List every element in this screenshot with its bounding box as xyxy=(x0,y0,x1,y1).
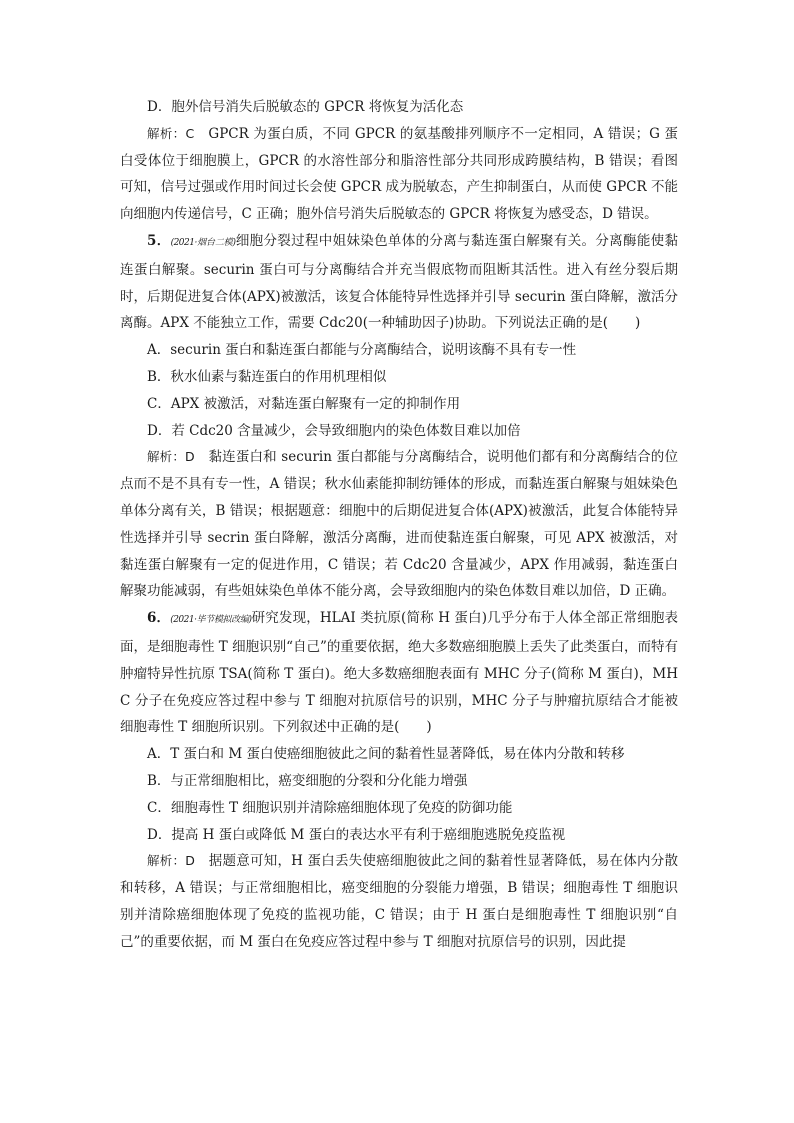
q5-source: (2021·烟台二模) xyxy=(170,237,236,248)
q6-option-d: D．提高 H 蛋白或降低 M 蛋白的表达水平有利于癌细胞逃脱免疫监视 xyxy=(147,826,566,843)
q5-option-c: C．APX 被激活，对黏连蛋白解聚有一定的抑制作用 xyxy=(147,395,461,412)
q5-analysis-label: 解析：D xyxy=(147,449,195,465)
q4-analysis-label: 解析：C xyxy=(147,125,195,141)
q4-analysis xyxy=(120,121,678,228)
q6-option-c: C．细胞毒性 T 细胞识别并清除癌细胞体现了免疫的防御功能 xyxy=(147,799,513,816)
document-body xyxy=(120,94,678,956)
q5-analysis xyxy=(120,444,678,605)
q4-option-d: D．胞外信号消失后脱敏态的 GPCR 将恢复为活化态 xyxy=(147,99,464,115)
q5-option-b: B．秋水仙素与黏连蛋白的作用机理相似 xyxy=(147,368,387,385)
q6-number: 6． xyxy=(147,610,171,627)
q6-option-a: A．T 蛋白和 M 蛋白使癌细胞彼此之间的黏着性显著降低，易在体内分散和转移 xyxy=(147,746,625,763)
q6-stem xyxy=(120,605,678,741)
q5-number: 5． xyxy=(147,232,171,249)
q6-analysis xyxy=(120,848,678,955)
q5-stem-text: 细胞分裂过程中姐妹染色单体的分离与黏连蛋白解聚有关。分离酶能使黏连蛋白解聚。securin 蛋白可与分离酶结合并充当假底物而阻断其活性。进入有丝分裂后期时，后期促进复合体(APX)被激活，该复合体能特异性选择并引导 securin 蛋白降解，激活分离酶。APX 不能独立工作，需要 Cdc20(一种辅助因子)协助。下列说法正确的是( ) xyxy=(120,232,678,332)
q6-analysis-label: 解析：D xyxy=(147,853,195,869)
q6-stem-text: 研究发现，HLAI 类抗原(简称 H 蛋白)几乎分布于人体全部正常细胞表面，是细胞毒性 T 细胞识别“自己”的重要依据，绝大多数癌细胞膜上丢失了此类蛋白，而特有肿瘤特异性抗原 TSA(简称 T 蛋白)。绝大多数癌细胞表面有 MHC 分子(简称 M 蛋白)，MHC 分子在免疫应答过程中参与 T 细胞对抗原信号的识别，MHC 分子与肿瘤抗原结合才能被细胞毒性 T 细胞所识别。下列叙述中正确的是( ) xyxy=(120,610,678,736)
q5-option-a: A．securin 蛋白和黏连蛋白都能与分离酶结合，说明该酶不具有专一性 xyxy=(147,342,577,359)
q4-analysis-text: GPCR 为蛋白质，不同 GPCR 的氨基酸排列顺序不一定相同，A 错误；G 蛋白受体位于细胞膜上，GPCR 的水溶性部分和脂溶性部分共同形成跨膜结构，B 错误；看图可知，信号过强或作用时间过长会使 GPCR 成为脱敏态，产生抑制蛋白，从而使 GPCR 不能向细胞内传递信号，C 正确；胞外信号消失后脱敏态的 GPCR 将恢复为感受态，D 错误。 xyxy=(120,125,678,223)
q6-analysis-text: 据题意可知，H 蛋白丢失使癌细胞彼此之间的黏着性显著降低，易在体内分散和转移，A 错误；与正常细胞相比，癌变细胞的分裂能力增强，B 错误；细胞毒性 T 细胞识别并清除癌细胞体现了免疫的监视功能，C 错误；由于 H 蛋白是细胞毒性 T 细胞识别“自己”的重要依据，而 M 蛋白在免疫应答过程中参与 T 细胞对抗原信号的识别，因此提 xyxy=(120,853,678,950)
q6-source: (2021·毕节模拟改编) xyxy=(170,615,252,626)
q5-stem xyxy=(120,228,678,337)
q5-analysis-text: 黏连蛋白和 securin 蛋白都能与分离酶结合，说明他们都有和分离酶结合的位点而不是不具有专一性，A 错误；秋水仙素能抑制纺锤体的形成，而黏连蛋白解聚与姐妹染色单体分离有关，B 错误；根据题意：细胞中的后期促进复合体(APX)被激活，此复合体能特异性选择并引导 secrin 蛋白降解，激活分离酶，进而使黏连蛋白解聚，可见 APX 被激活，对黏连蛋白解聚有一定的促进作用，C 错误；若 Cdc20 含量减少，APX 作用减弱，黏连蛋白解聚功能减弱，有些姐妹染色单体不能分离，会导致细胞内的染色体数目难以加倍，D 正确。 xyxy=(120,449,678,600)
q6-option-b: B．与正常细胞相比，癌变细胞的分裂和分化能力增强 xyxy=(147,772,468,789)
q5-option-d: D．若 Cdc20 含量减少，会导致细胞内的染色体数目难以加倍 xyxy=(147,422,521,439)
